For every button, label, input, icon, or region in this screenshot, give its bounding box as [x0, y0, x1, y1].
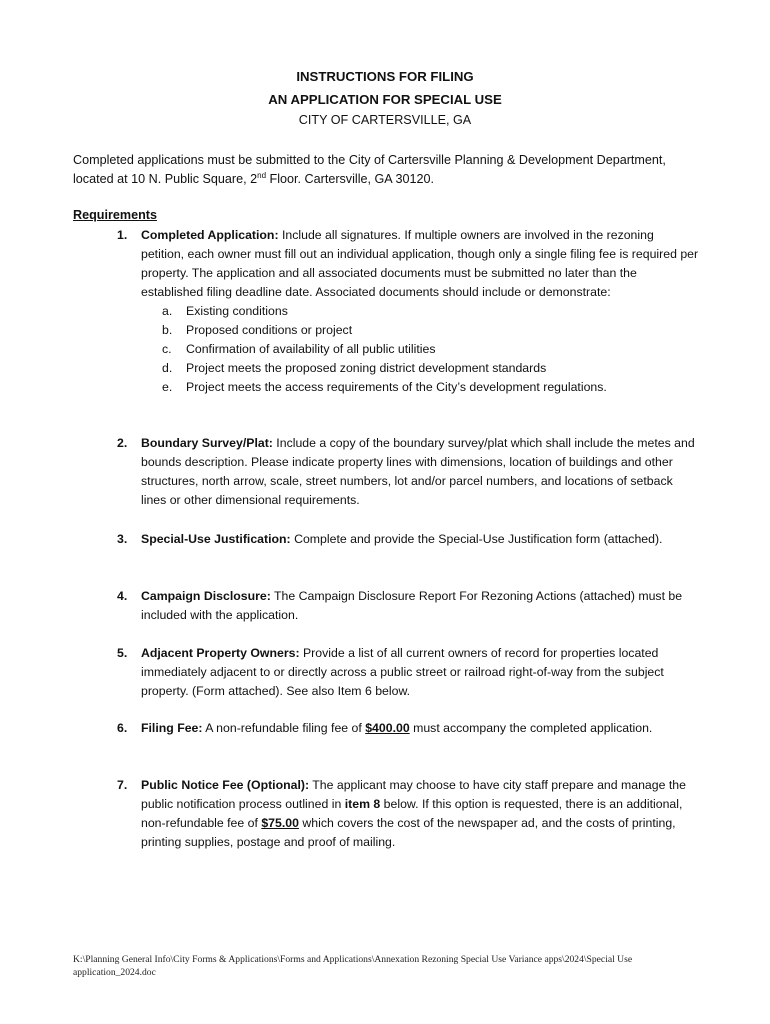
requirement-item-6: 6. Filing Fee: A non-refundable filing fee of $400.00 must accompany the completed application. — [117, 721, 653, 735]
city-subtitle: CITY OF CARTERSVILLE, GA — [298, 113, 472, 127]
requirement-item-1: 1. Completed Application: Include all signatures. If multiple owners are involved in the rezoning petition, each owner must fill out an individual application, though only a single filing fee is required per property. The application and all associated documents must be submitted no later than the established filing deadline date. Associated documents should include or demonstrate: a. Existing conditions b. Proposed conditions or project c. Confirmation of availability of all public utilities d. Project meets the proposed zoning district development standards e. Project meets the access requirements of the City’s development regulations. — [117, 226, 699, 397]
requirements-heading: Requirements — [73, 208, 157, 222]
requirement-item-5: 5. Adjacent Property Owners: Provide a list of all current owners of record for properties located immediately adjacent to or directly across a public street or railroad right-of-way from the subject property. (Form attached). See also Item 6 below. — [117, 646, 664, 698]
sub-list — [141, 302, 699, 397]
filing-fee-amount: $400.00 — [365, 721, 410, 735]
document-title-line1: INSTRUCTIONS FOR FILING — [296, 69, 474, 84]
sub-item-e: e. Project meets the access requirements of the City’s development regulations. — [162, 380, 607, 394]
requirement-item-2: 2. Boundary Survey/Plat: Include a copy of the boundary survey/plat which shall include the metes and bounds description. Please indicate property lines with dimensions, location of buildings and other structures, north arrow, scale, street numbers, lot and/or parcel numbers, and locations of setback lines or other dimensional requirements. — [117, 436, 695, 507]
sub-item-d: d. Project meets the proposed zoning district development standards — [162, 361, 547, 375]
intro-paragraph: Completed applications must be submitted to the City of Cartersville Planning & Development Department, located at 10 N. Public Square, 2nd Floor. Cartersville, GA 30120. — [73, 153, 666, 186]
sub-item-a: a. Existing conditions — [162, 304, 288, 318]
sub-item-b: b. Proposed conditions or project — [162, 323, 353, 337]
document-title-line2: AN APPLICATION FOR SPECIAL USE — [268, 92, 502, 107]
sub-item-c: c. Confirmation of availability of all public utilities — [162, 342, 436, 356]
requirement-item-3: 3. Special-Use Justification: Complete and provide the Special-Use Justification form (attached). — [117, 532, 663, 546]
requirement-item-7: 7. Public Notice Fee (Optional): The applicant may choose to have city staff prepare and manage the public notification process outlined in item 8 below. If this option is requested, there is an additional, non-refundable fee of $75.00 which covers the cost of the newspaper ad, and the costs of printing, printing supplies, postage and proof of mailing. — [117, 778, 686, 849]
requirement-item-4: 4. Campaign Disclosure: The Campaign Disclosure Report For Rezoning Actions (attached) must be included with the application. — [117, 589, 683, 622]
item-reference: item 8 — [344, 797, 381, 811]
footer-file-path: K:\Planning General Info\City Forms & Applications\Forms and Applications\Annexation Rezoning Special Use Variance apps\2024\Special Use application_2024.doc — [73, 954, 633, 978]
notice-fee-amount: $75.00 — [261, 816, 299, 830]
